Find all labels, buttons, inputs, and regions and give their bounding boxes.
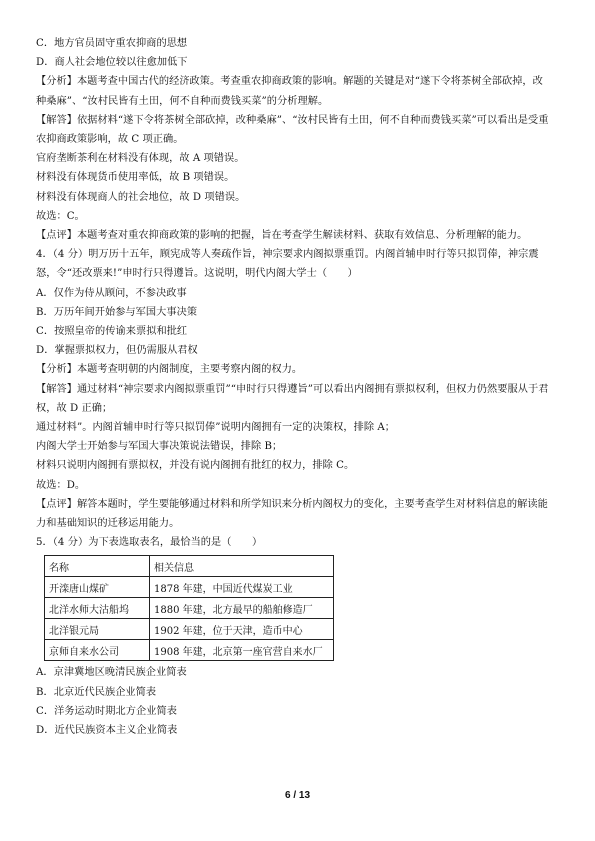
table-header-cell: 相关信息 [150,556,334,577]
table-cell: 北洋水师大沽船坞 [45,598,150,619]
table-cell: 1880 年建，北方最早的船舶修造厂 [150,598,334,619]
text-line: C．按照皇帝的传谕来票拟和批红 [36,326,188,338]
table-row [45,619,334,640]
text-line: D．掌握票拟权力，但仍需服从君权 [36,345,198,357]
text-line: A．京津冀地区晚清民族企业简表 [36,667,187,679]
text-line: 5．（4 分）为下表选取表名，最恰当的是（ ） [36,537,263,549]
text-line: 官府垄断茶利在材料没有体现，故 A 项错误。 [36,153,245,165]
text-line: 【解答】通过材料“神宗要求内阁拟票重罚”“申时行只得遵旨”可以看出内阁拥有票拟权利，但权力仍然要服从于君 [36,383,549,395]
text-line: 材料没有体现货币使用率低，故 B 项错误。 [36,172,235,184]
text-line: B．北京近代民族企业简表 [36,686,157,698]
text-line: 【分析】本题考查明朝的内阁制度，主要考察内阁的权力。 [36,364,303,376]
text-line: 农抑商政策影响，故 C 项正确。 [36,134,184,146]
table-row [45,640,334,661]
text-line: 【点评】解答本题时，学生要能够通过材料和所学知识来分析内阁权力的变化，主要考查学生对材料信息的解读能 [36,498,548,510]
text-line: 材料只说明内阁拥有票拟权，并没有说内阁拥有批红的权力，排除 C。 [36,460,355,472]
table-cell: 京师自来水公司 [45,640,150,661]
table-row [45,577,334,598]
text-line: B．万历年间开始参与军国大事决策 [36,306,198,318]
text-line: 种桑麻”、“汝村民皆有土田，何不自种而费钱买菜”的分析理解。 [36,95,329,107]
text-line: D．近代民族资本主义企业简表 [36,725,178,737]
text-line: 故选：C。 [36,210,85,222]
text-line: 力和基础知识的迁移运用能力。 [36,518,180,530]
info-table [44,555,334,661]
text-line: A．仅作为侍从顾问，不参决政事 [36,287,187,299]
text-line: 故选：D。 [36,479,86,491]
text-line: C．地方官员固守重农抑商的思想 [36,38,188,49]
text-line: D．商人社会地位较以往愈加低下 [36,57,188,69]
page-number: 6 / 13 [284,790,311,801]
text-line: 内阁大学士开始参与军国大事决策说法错误，排除 B； [36,441,283,453]
text-line: C．洋务运动时期北方企业简表 [36,705,177,717]
table-header-row [45,556,334,577]
document-page [36,34,559,740]
table-cell: 开滦唐山煤矿 [45,577,150,598]
table-cell: 1902 年建，位于天津，造币中心 [150,619,334,640]
text-line: 通过材料”。内阁首辅申时行等只拟罚俸”说明内阁拥有一定的决策权，排除 A； [36,422,396,434]
text-line: 怒，令“还改票来!”申时行只得遵旨。这说明，明代内阁大学士（ ） [36,268,358,280]
text-line: 【点评】本题考查对重农抑商政策的影响的把握，旨在考查学生解读材料、获取有效信息、分析理解的能力。 [36,230,528,242]
text-line: 4．（4 分）明万历十五年，顾宪成等人奏疏作旨，神宗要求内阁拟票重罚。内阁首辅申时行等只拟罚俸，神宗震 [36,249,539,261]
text-block-before-table [36,34,559,552]
text-line: 【解答】依据材料“遂下令将茶树全部砍掉，改种桑麻”、“汝村民皆有土田，何不自种而费钱买菜”可以看出是受重 [36,114,549,126]
table-row [45,598,334,619]
text-line: 【分析】本题考查中国古代的经济政策。考查重农抑商政策的影响。解题的关键是对“遂下令将茶树全部砍掉，改 [36,76,543,88]
text-line: 材料没有体现商人的社会地位，故 D 项错误。 [36,191,246,203]
text-block-after-table [36,663,559,740]
table-cell: 1908 年建，北京第一座官营自来水厂 [150,640,334,661]
table-cell: 北洋银元局 [45,619,150,640]
table-header-cell: 名称 [45,556,150,577]
text-line: 权，故 D 正确； [36,402,113,414]
table-cell: 1878 年建，中国近代煤炭工业 [150,577,334,598]
